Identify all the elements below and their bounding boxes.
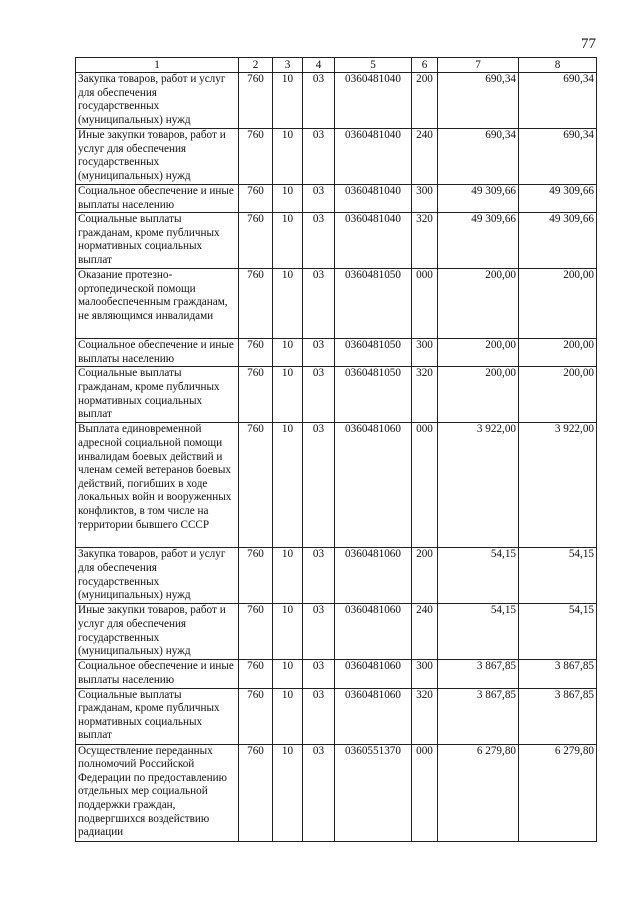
row-amount-cell: 690,34 — [519, 129, 597, 185]
row-amount-cell: 49 309,66 — [438, 213, 519, 269]
row-amount-cell: 54,15 — [438, 548, 519, 604]
row-amount-cell: 690,34 — [519, 73, 597, 129]
row-amount-cell: 6 279,80 — [519, 744, 597, 841]
row-code-cell: 03 — [303, 339, 335, 367]
row-code-cell: 03 — [303, 73, 335, 129]
table-row — [76, 367, 597, 423]
row-code-cell: 300 — [412, 185, 438, 213]
row-amount-cell: 54,15 — [438, 604, 519, 660]
budget-table — [75, 57, 597, 842]
row-amount-cell: 200,00 — [519, 367, 597, 423]
row-code-cell: 320 — [412, 688, 438, 744]
row-amount-cell: 3 867,85 — [438, 660, 519, 688]
row-code-cell: 03 — [303, 604, 335, 660]
row-code-cell: 0360481060 — [335, 423, 412, 548]
row-amount-cell: 49 309,66 — [519, 185, 597, 213]
column-header: 5 — [335, 58, 412, 73]
row-code-cell: 760 — [239, 367, 273, 423]
row-code-cell: 760 — [239, 73, 273, 129]
row-code-cell: 03 — [303, 548, 335, 604]
row-amount-cell: 54,15 — [519, 604, 597, 660]
row-amount-cell: 200,00 — [519, 269, 597, 339]
row-amount-cell: 3 922,00 — [438, 423, 519, 548]
table-row — [76, 73, 597, 129]
row-amount-cell: 3 867,85 — [519, 688, 597, 744]
row-code-cell: 10 — [273, 548, 303, 604]
row-code-cell: 760 — [239, 688, 273, 744]
row-amount-cell: 200,00 — [438, 367, 519, 423]
row-name-cell: Социальное обеспечение и иные выплаты населению — [76, 185, 239, 213]
row-code-cell: 10 — [273, 744, 303, 841]
table-row — [76, 185, 597, 213]
column-header: 4 — [303, 58, 335, 73]
row-code-cell: 10 — [273, 339, 303, 367]
row-code-cell: 760 — [239, 660, 273, 688]
row-name-cell: Социальные выплаты гражданам, кроме публичных нормативных социальных выплат — [76, 213, 239, 269]
row-code-cell: 760 — [239, 129, 273, 185]
row-code-cell: 760 — [239, 423, 273, 548]
row-name-cell: Оказание протезно-ортопедической помощи малообеспеченным гражданам, не являющимся инвалидами — [76, 269, 239, 339]
row-code-cell: 0360481060 — [335, 604, 412, 660]
column-header: 7 — [438, 58, 519, 73]
header-row — [76, 58, 597, 73]
row-code-cell: 0360481040 — [335, 73, 412, 129]
row-amount-cell: 49 309,66 — [519, 213, 597, 269]
row-code-cell: 10 — [273, 185, 303, 213]
row-name-cell: Социальное обеспечение и иные выплаты населению — [76, 660, 239, 688]
row-name-cell: Иные закупки товаров, работ и услуг для обеспечения государственных (муниципальных) нужд — [76, 129, 239, 185]
row-code-cell: 10 — [273, 269, 303, 339]
row-code-cell: 000 — [412, 269, 438, 339]
row-amount-cell: 54,15 — [519, 548, 597, 604]
row-code-cell: 760 — [239, 604, 273, 660]
row-name-cell: Закупка товаров, работ и услуг для обеспечения государственных (муниципальных) нужд — [76, 73, 239, 129]
row-name-cell: Социальное обеспечение и иные выплаты населению — [76, 339, 239, 367]
row-code-cell: 10 — [273, 423, 303, 548]
row-amount-cell: 690,34 — [438, 129, 519, 185]
row-name-cell: Выплата единовременной адресной социальной помощи инвалидам боевых действий и членам семей ветеранов боевых действий, погибших в ходе локальных войн и вооруженных конфликтов, в том числе на территории бывшего СССР — [76, 423, 239, 548]
row-amount-cell: 200,00 — [519, 339, 597, 367]
row-code-cell: 10 — [273, 604, 303, 660]
row-code-cell: 0360481040 — [335, 129, 412, 185]
table-row — [76, 660, 597, 688]
table-row — [76, 423, 597, 548]
row-code-cell: 03 — [303, 744, 335, 841]
row-code-cell: 200 — [412, 548, 438, 604]
row-code-cell: 760 — [239, 548, 273, 604]
row-code-cell: 240 — [412, 604, 438, 660]
table-row — [76, 339, 597, 367]
row-code-cell: 320 — [412, 213, 438, 269]
row-code-cell: 0360481060 — [335, 688, 412, 744]
column-header: 6 — [412, 58, 438, 73]
table-row — [76, 604, 597, 660]
row-code-cell: 10 — [273, 367, 303, 423]
row-name-cell: Иные закупки товаров, работ и услуг для обеспечения государственных (муниципальных) нужд — [76, 604, 239, 660]
row-code-cell: 10 — [273, 129, 303, 185]
row-code-cell: 300 — [412, 339, 438, 367]
row-code-cell: 03 — [303, 269, 335, 339]
table-row — [76, 269, 597, 339]
column-header: 8 — [519, 58, 597, 73]
row-code-cell: 320 — [412, 367, 438, 423]
row-code-cell: 760 — [239, 269, 273, 339]
row-amount-cell: 690,34 — [438, 73, 519, 129]
row-code-cell: 200 — [412, 73, 438, 129]
row-code-cell: 000 — [412, 744, 438, 841]
row-code-cell: 0360481060 — [335, 660, 412, 688]
row-amount-cell: 6 279,80 — [438, 744, 519, 841]
row-code-cell: 0360481040 — [335, 213, 412, 269]
row-amount-cell: 49 309,66 — [438, 185, 519, 213]
row-name-cell: Закупка товаров, работ и услуг для обеспечения государственных (муниципальных) нужд — [76, 548, 239, 604]
row-name-cell: Осуществление переданных полномочий Российской Федерации по предоставлению отдельных мер социальной поддержки граждан, подвергшихся воздействию радиации — [76, 744, 239, 841]
table-row — [76, 129, 597, 185]
row-code-cell: 0360481050 — [335, 269, 412, 339]
row-code-cell: 03 — [303, 688, 335, 744]
table-body — [76, 73, 597, 842]
row-code-cell: 10 — [273, 660, 303, 688]
row-name-cell: Социальные выплаты гражданам, кроме публичных нормативных социальных выплат — [76, 688, 239, 744]
row-code-cell: 03 — [303, 660, 335, 688]
row-code-cell: 0360481050 — [335, 367, 412, 423]
row-code-cell: 10 — [273, 688, 303, 744]
row-code-cell: 000 — [412, 423, 438, 548]
row-code-cell: 03 — [303, 129, 335, 185]
column-header: 1 — [76, 58, 239, 73]
table-row — [76, 744, 597, 841]
row-amount-cell: 200,00 — [438, 269, 519, 339]
table-header — [76, 58, 597, 73]
row-code-cell: 10 — [273, 73, 303, 129]
row-code-cell: 10 — [273, 213, 303, 269]
row-code-cell: 03 — [303, 185, 335, 213]
row-amount-cell: 3 867,85 — [519, 660, 597, 688]
page-number: 77 — [581, 36, 596, 52]
row-name-cell: Социальные выплаты гражданам, кроме публичных нормативных социальных выплат — [76, 367, 239, 423]
column-header: 3 — [273, 58, 303, 73]
row-amount-cell: 200,00 — [438, 339, 519, 367]
row-amount-cell: 3 867,85 — [438, 688, 519, 744]
column-header: 2 — [239, 58, 273, 73]
row-amount-cell: 3 922,00 — [519, 423, 597, 548]
row-code-cell: 0360481050 — [335, 339, 412, 367]
table-row — [76, 548, 597, 604]
row-code-cell: 03 — [303, 367, 335, 423]
row-code-cell: 0360551370 — [335, 744, 412, 841]
row-code-cell: 0360481060 — [335, 548, 412, 604]
row-code-cell: 760 — [239, 213, 273, 269]
row-code-cell: 03 — [303, 423, 335, 548]
row-code-cell: 0360481040 — [335, 185, 412, 213]
table-row — [76, 213, 597, 269]
row-code-cell: 760 — [239, 339, 273, 367]
table-row — [76, 688, 597, 744]
row-code-cell: 760 — [239, 185, 273, 213]
row-code-cell: 240 — [412, 129, 438, 185]
row-code-cell: 760 — [239, 744, 273, 841]
row-code-cell: 300 — [412, 660, 438, 688]
row-code-cell: 03 — [303, 213, 335, 269]
